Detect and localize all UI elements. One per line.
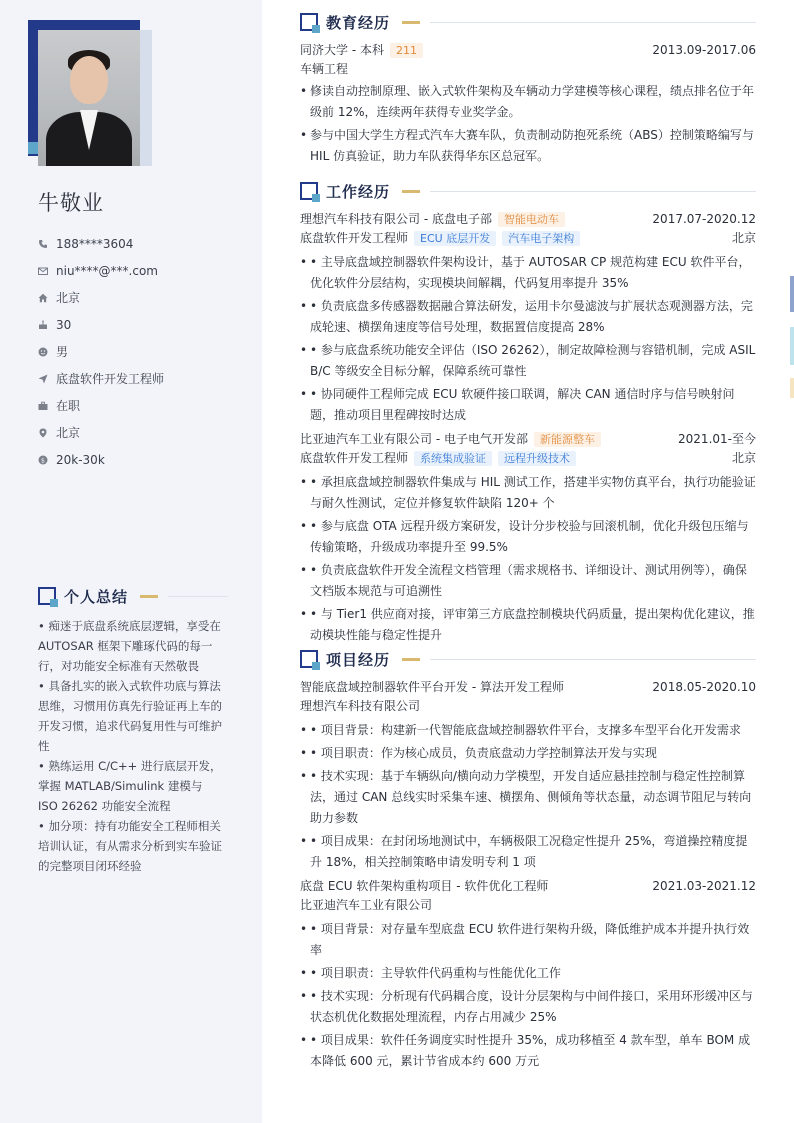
mail-icon xyxy=(38,266,48,276)
job-city: 北京 xyxy=(731,231,756,245)
edge-mark-gold xyxy=(790,378,794,398)
profile-photo-frame xyxy=(28,20,152,166)
project-period: 2021.03-2021.12 xyxy=(652,879,756,893)
projects-title: 项目经历 xyxy=(326,650,391,669)
project-bullets xyxy=(300,720,756,873)
edge-mark-cyan xyxy=(790,327,794,365)
project-header-row xyxy=(300,678,756,697)
gold-bar xyxy=(402,658,420,661)
list-item: • • 项目成果：在封闭场地测试中，车辆极限工况稳定性提升 25%，弯道操控精度提升 18%，相关控制策略申请发明专利 1 项 xyxy=(300,831,756,873)
project-name: 底盘 ECU 软件架构重构项目 - 软件优化工程师 xyxy=(300,879,549,893)
phone-icon xyxy=(38,239,48,249)
project-period: 2018.05-2020.10 xyxy=(652,680,756,694)
job-company: 理想汽车科技有限公司 - 底盘电子部 xyxy=(300,212,492,226)
work-title: 工作经历 xyxy=(326,182,391,201)
job-city: 北京 xyxy=(731,451,756,465)
divider-line xyxy=(430,22,756,23)
projects-section-header xyxy=(300,648,756,670)
role-tag: ECU 底层开发 xyxy=(414,231,496,246)
project-header-row xyxy=(300,877,756,896)
work-section-header xyxy=(300,180,756,202)
summary-section-header xyxy=(38,585,228,607)
major: 车辆工程 xyxy=(300,62,349,76)
project-company: 比亚迪汽车工业有限公司 xyxy=(300,898,433,912)
list-item: • • 参与底盘系统功能安全评估（ISO 26262），制定故障检测与容错机制，完成 ASIL B/C 等级安全目标分解，保障系统可靠性 xyxy=(300,340,756,382)
job-period: 2017.07-2020.12 xyxy=(652,212,756,226)
list-item: • 参与中国大学生方程式汽车大赛车队，负责制动防抱死系统（ABS）控制策略编写与 HIL 仿真验证，助力车队获得华东区总冠军。 xyxy=(300,125,756,167)
info-gender xyxy=(38,338,248,365)
section-box-icon xyxy=(38,587,56,605)
list-item: • • 项目成果：软件任务调度实时性提升 35%，成功移植至 4 款车型，单车 BOM 成本降低 600 元，累计节省成本约 600 万元 xyxy=(300,1030,756,1072)
role-tag: 系统集成验证 xyxy=(414,451,492,466)
job-role: 底盘软件开发工程师 xyxy=(300,451,409,465)
summary-body xyxy=(38,616,224,876)
job-bullets xyxy=(300,472,756,646)
school-name: 同济大学 - 本科 xyxy=(300,43,384,57)
list-item: • • 参与底盘 OTA 远程升级方案研发，设计分步校验与回滚机制，优化升级包压缩与传输策略，升级成功率提升至 99.5% xyxy=(300,516,756,558)
summary-item: • 熟练运用 C/C++ 进行底层开发，掌握 MATLAB/Simulink 建模与 ISO 26262 功能安全流程 xyxy=(38,759,222,813)
job-role-row xyxy=(300,229,756,248)
major-row xyxy=(300,60,756,79)
section-box-icon xyxy=(300,13,318,31)
divider-line xyxy=(168,596,228,597)
profile-photo xyxy=(38,30,140,166)
edge-mark-blue xyxy=(790,276,794,312)
summary-item: • 加分项：持有功能安全工程师相关培训认证，有从需求分析到实车验证的完整项目闭环经验 xyxy=(38,819,222,873)
location-value: 北京 xyxy=(56,291,81,305)
summary-item: • 痴迷于底盘系统底层逻辑，享受在 AUTOSAR 框架下雕琢代码的每一行，对功能安全标准有天然敬畏 xyxy=(38,619,221,673)
info-email xyxy=(38,257,248,284)
email-value: niu****@***.com xyxy=(56,263,158,278)
education-header-row xyxy=(300,41,756,60)
cake-icon xyxy=(38,320,48,330)
list-item: • • 负责底盘多传感器数据融合算法研发，运用卡尔曼滤波与扩展状态观测器方法，完成轮速、横摆角速度等信号处理，数据置信度提高 28% xyxy=(300,296,756,338)
section-box-icon xyxy=(300,650,318,668)
list-item: • • 项目职责：作为核心成员，负责底盘动力学控制算法开发与实现 xyxy=(300,743,756,764)
list-item: • 修读自动控制原理、嵌入式软件架构及车辆动力学建模等核心课程，绩点排名位于年级前 12%，连续两年获得专业奖学金。 xyxy=(300,81,756,123)
education-section-header xyxy=(300,11,756,33)
info-position xyxy=(38,365,248,392)
salary-value: 20k-30k xyxy=(56,452,105,467)
job-header-row xyxy=(300,210,756,229)
work-section xyxy=(300,210,756,650)
info-status xyxy=(38,392,248,419)
section-box-icon xyxy=(300,182,318,200)
project-company-row xyxy=(300,697,756,716)
job-period: 2021.01-至今 xyxy=(678,432,756,446)
info-target-city xyxy=(38,419,248,446)
map-pin-icon xyxy=(38,428,48,438)
phone-value: 188****3604 xyxy=(56,236,134,251)
list-item: • • 项目背景：对存量车型底盘 ECU 软件进行架构升级，降低维护成本并提升执行效率 xyxy=(300,919,756,961)
list-item: • • 与 Tier1 供应商对接，评审第三方底盘控制模块代码质量，提出架构优化建议，推动模块性能与稳定性提升 xyxy=(300,604,756,646)
project-name: 智能底盘域控制器软件平台开发 - 算法开发工程师 xyxy=(300,680,564,694)
company-tag: 智能电动车 xyxy=(498,212,565,227)
info-phone xyxy=(38,230,248,257)
education-title: 教育经历 xyxy=(326,13,391,32)
job-bullets xyxy=(300,252,756,426)
home-icon xyxy=(38,293,48,303)
company-tag: 新能源整车 xyxy=(534,432,601,447)
age-value: 30 xyxy=(56,317,72,332)
role-tag: 远程升级技术 xyxy=(498,451,576,466)
education-period: 2013.09-2017.06 xyxy=(652,43,756,57)
target-city-value: 北京 xyxy=(56,426,81,440)
gold-bar xyxy=(402,190,420,193)
divider-line xyxy=(430,191,756,192)
project-entry xyxy=(300,678,756,873)
candidate-name: 牛敬业 xyxy=(38,191,104,215)
face-icon xyxy=(38,347,48,357)
sidebar xyxy=(0,0,262,1123)
list-item: • • 项目职责：主导软件代码重构与性能优化工作 xyxy=(300,963,756,984)
list-item: • • 项目背景：构建新一代智能底盘域控制器软件平台，支撑多车型平台化开发需求 xyxy=(300,720,756,741)
job-entry xyxy=(300,430,756,646)
divider-line xyxy=(430,659,756,660)
contact-info xyxy=(38,230,248,473)
list-item: • • 协同硬件工程师完成 ECU 软硬件接口联调，解决 CAN 通信时序与信号映射问题，推动项目里程碑按时达成 xyxy=(300,384,756,426)
job-role-row xyxy=(300,449,756,468)
list-item: • • 主导底盘域控制器软件架构设计，基于 AUTOSAR CP 规范构建 ECU 软件平台，优化软件分层结构，实现模块间解耦，代码复用率提升 35% xyxy=(300,252,756,294)
list-item: • • 负责底盘软件开发全流程文档管理（需求规格书、详细设计、测试用例等），确保文档版本规范与可追溯性 xyxy=(300,560,756,602)
project-company: 理想汽车科技有限公司 xyxy=(300,699,421,713)
school-tag: 211 xyxy=(390,43,423,58)
job-company: 比亚迪汽车工业有限公司 - 电子电气开发部 xyxy=(300,432,528,446)
gold-bar xyxy=(402,21,420,24)
info-location xyxy=(38,284,248,311)
info-salary xyxy=(38,446,248,473)
info-age xyxy=(38,311,248,338)
gender-value: 男 xyxy=(56,345,69,359)
list-item: • • 技术实现：分析现有代码耦合度，设计分层架构与中间件接口，采用环形缓冲区与状态机优化数据处理流程，内存占用减少 25% xyxy=(300,986,756,1028)
job-role: 底盘软件开发工程师 xyxy=(300,231,409,245)
project-entry xyxy=(300,877,756,1072)
gold-bar xyxy=(140,595,158,598)
project-company-row xyxy=(300,896,756,915)
list-item: • • 承担底盘域控制器软件集成与 HIL 测试工作，搭建半实物仿真平台，执行功能验证与耐久性测试，定位并修复软件缺陷 120+ 个 xyxy=(300,472,756,514)
summary-title: 个人总结 xyxy=(64,587,129,606)
coin-icon xyxy=(38,455,48,465)
photo-accent-mark xyxy=(28,142,38,154)
education-bullets xyxy=(300,81,756,167)
briefcase-icon xyxy=(38,401,48,411)
job-header-row xyxy=(300,430,756,449)
position-value: 底盘软件开发工程师 xyxy=(56,372,165,386)
projects-section xyxy=(300,678,756,1076)
project-bullets xyxy=(300,919,756,1072)
role-tag: 汽车电子架构 xyxy=(502,231,580,246)
job-entry xyxy=(300,210,756,426)
send-icon xyxy=(38,374,48,384)
status-value: 在职 xyxy=(56,399,81,413)
list-item: • • 技术实现：基于车辆纵向/横向动力学模型，开发自适应悬挂控制与稳定性控制算法，通过 CAN 总线实时采集车速、横摆角、侧倾角等状态量，动态调节阻尼与转向助力参数 xyxy=(300,766,756,829)
summary-item: • 具备扎实的嵌入式软件功底与算法思维，习惯用仿真先行验证再上车的开发习惯，追求代码复用性与可维护性 xyxy=(38,679,222,753)
education-section xyxy=(300,41,756,171)
svg-text:$: $ xyxy=(40,455,46,464)
